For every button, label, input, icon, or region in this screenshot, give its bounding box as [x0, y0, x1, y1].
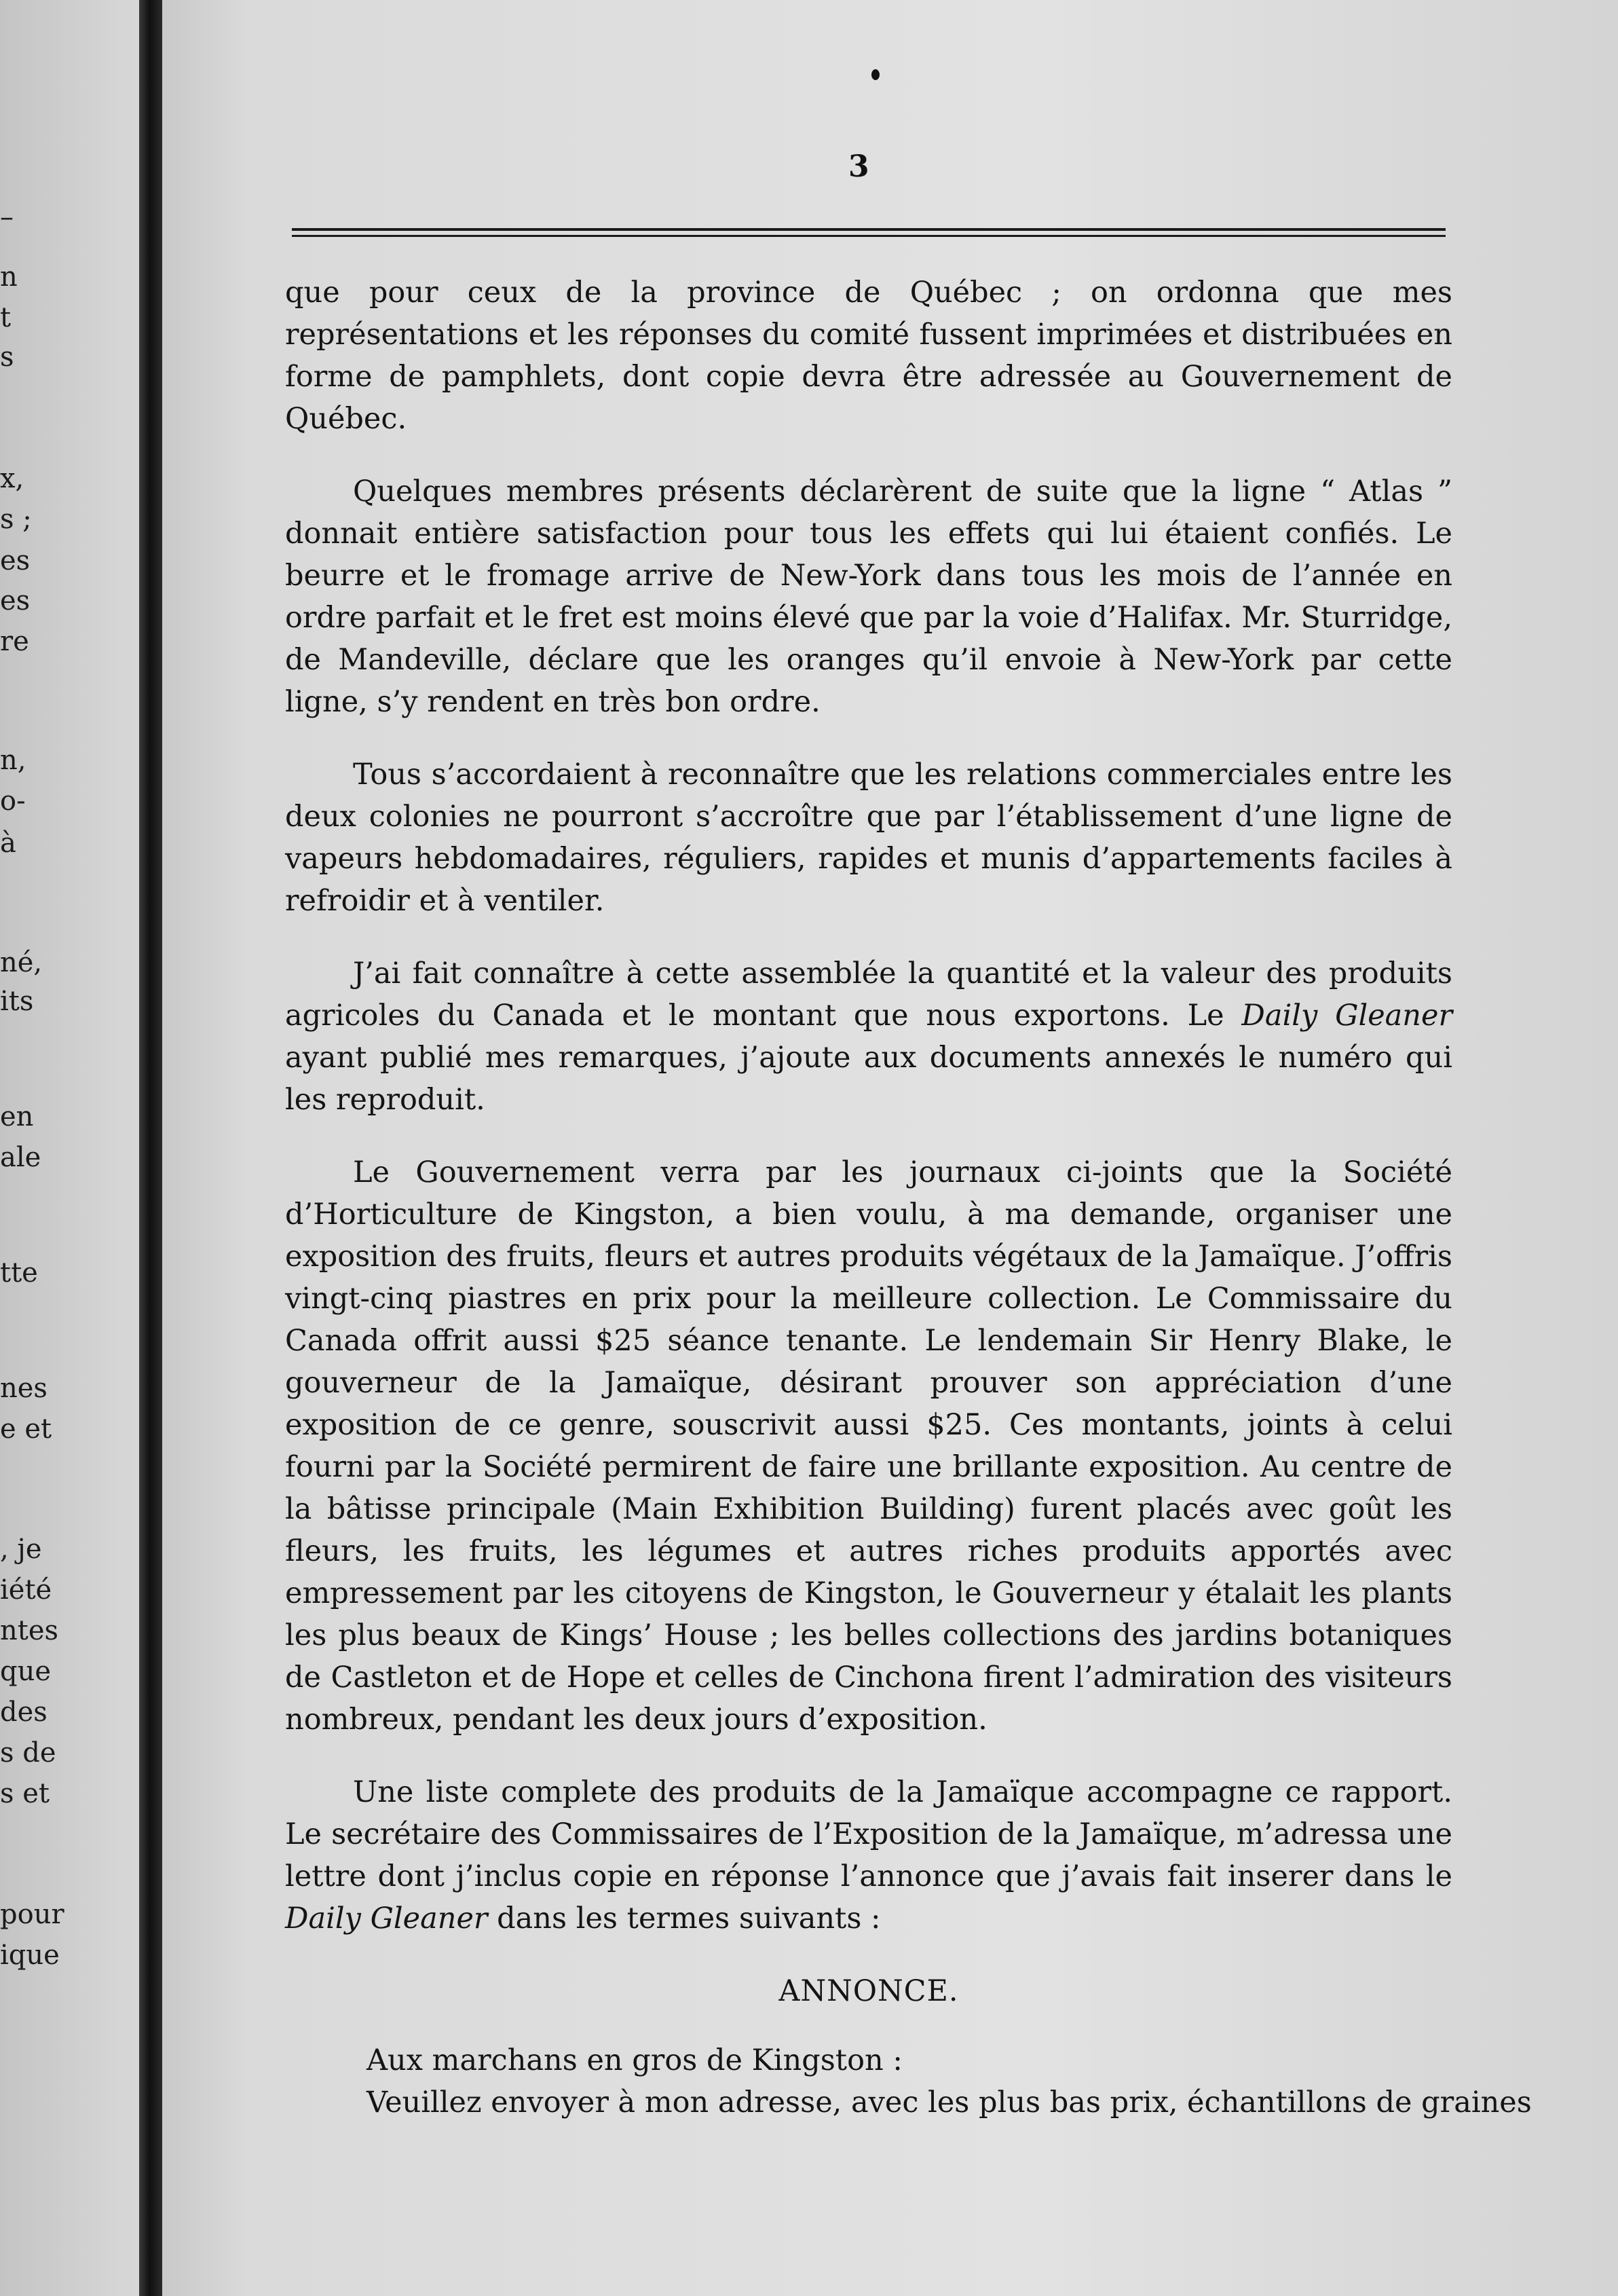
margin-fragment: t [0, 302, 12, 333]
ink-mark [871, 69, 880, 80]
margin-fragment: ique [0, 1940, 60, 1971]
margin-fragment: tte [0, 1257, 38, 1289]
page-number: 3 [848, 149, 869, 184]
margin-fragment: nes [0, 1373, 48, 1404]
address-line: Aux marchans en gros de Kingston : [366, 2043, 903, 2077]
header-rule-secondary [292, 235, 1446, 237]
section-heading: ANNONCE. [778, 1974, 959, 2008]
margin-fragment: à [0, 828, 16, 859]
margin-fragment: o- [0, 785, 26, 817]
paragraph: Quelques membres présents déclarèrent de suite que la ligne “ Atlas ” donnait entière satisfaction pour tous les effets qui lui étaient confiés. Le beurre et le fromage arrive de New-York dans tous les mois de l’année en ordre parfait et le fret est moins élevé que par la voie d’Halifax. Mr. Sturridge, de Mandeville, déclare que les oranges qu’il envoie à New-York par cette ligne, s’y rendent en très bon ordre. [285, 475, 1452, 719]
margin-fragment: ale [0, 1142, 41, 1173]
header-rule [292, 228, 1446, 231]
margin-fragment: des [0, 1697, 48, 1728]
margin-fragment: es [0, 545, 31, 576]
margin-fragment: s et [0, 1778, 50, 1809]
previous-page-fragment [0, 0, 139, 2296]
margin-fragment: , je [0, 1534, 42, 1565]
paragraph: Le Gouvernement verra par les journaux ci-joints que la Société d’Horticulture de Kingston, a bien voulu, à ma demande, organiser une exposition des fruits, fleurs et autres produits végétaux de la Jamaïque. J’offris vingt-cinq piastres en prix pour la meilleure collection. Le Commissaire du Canada offrit aussi $25 séance tenante. Le lendemain Sir Henry Blake, le gouverneur de la Jamaïque, désirant prouver son appréciation d’une exposition de ce genre, souscrivit aussi $25. Ces montants, joints à celui fourni par la Société permirent de faire une brillante exposition. Au centre de la bâtisse principale (Main Exhibition Building) furent placés avec goût les fleurs, les fruits, les légumes et autres riches produits apportés avec empressement par les citoyens de Kingston, le Gouverneur y étalait les plants les plus beaux de Kings’ House ; les belles collections des jardins botaniques de Castleton et de Hope et celles de Cinchona firent l’admiration des visiteurs nombreux, pendant les deux jours d’exposition. [285, 1155, 1452, 1737]
margin-fragment: ntes [0, 1615, 59, 1646]
paragraph: J’ai fait connaître à cette assemblée la quantité et la valeur des produits agricoles du Canada et le montant que nous exportons. Le Daily Gleaner ayant publié mes remarques, j’ajoute aux documents annexés le numéro qui les reproduit. [285, 957, 1452, 1117]
margin-fragment: s de [0, 1737, 56, 1769]
newspaper-title: Daily Gleaner [285, 1902, 488, 1936]
paragraph: Tous s’accordaient à reconnaître que les relations commerciales entre les deux colonies ne pourront s’accroître que par l’établissement d’une ligne de vapeurs hebdomadaires, réguliers, rapides et munis d’appartements faciles à refroidir et à ventiler. [285, 758, 1452, 918]
margin-fragment: né, [0, 947, 43, 978]
address-line: Veuillez envoyer à mon adresse, avec les plus bas prix, échantillons de graines [366, 2086, 1532, 2119]
margin-fragment: en [0, 1101, 34, 1132]
margin-fragment: its [0, 986, 34, 1017]
margin-fragment: s ; [0, 504, 32, 535]
margin-fragment: es [0, 585, 31, 616]
margin-fragment: s [0, 341, 14, 373]
paragraph: Une liste complete des produits de la Jamaïque accompagne ce rapport. Le secrétaire des Commissaires de l’Exposition de la Jamaïque, m’adressa une lettre dont j’inclus copie en réponse l’annonce que j’avais fait inserer dans le Daily Gleaner dans les termes suivants : [285, 1775, 1452, 1936]
margin-fragment: re [0, 626, 29, 657]
margin-fragment: iété [0, 1574, 52, 1606]
page-body [285, 272, 1532, 2124]
paragraph: que pour ceux de la province de Québec ; on ordonna que mes représentations et les réponses du comité fussent imprimées et distribuées en forme de pamphlets, dont copie devra être adressée au Gouvernement de Québec. [285, 276, 1452, 436]
margin-fragment: pour [0, 1899, 64, 1930]
binding-gutter [139, 0, 162, 2296]
margin-fragment: – [0, 202, 14, 233]
margin-fragment: n [0, 261, 18, 293]
margin-fragment: que [0, 1656, 52, 1687]
newspaper-title: Daily Gleaner [1241, 999, 1452, 1033]
margin-fragment: e et [0, 1413, 52, 1445]
margin-fragment: n, [0, 745, 26, 776]
margin-fragment: x, [0, 463, 24, 494]
